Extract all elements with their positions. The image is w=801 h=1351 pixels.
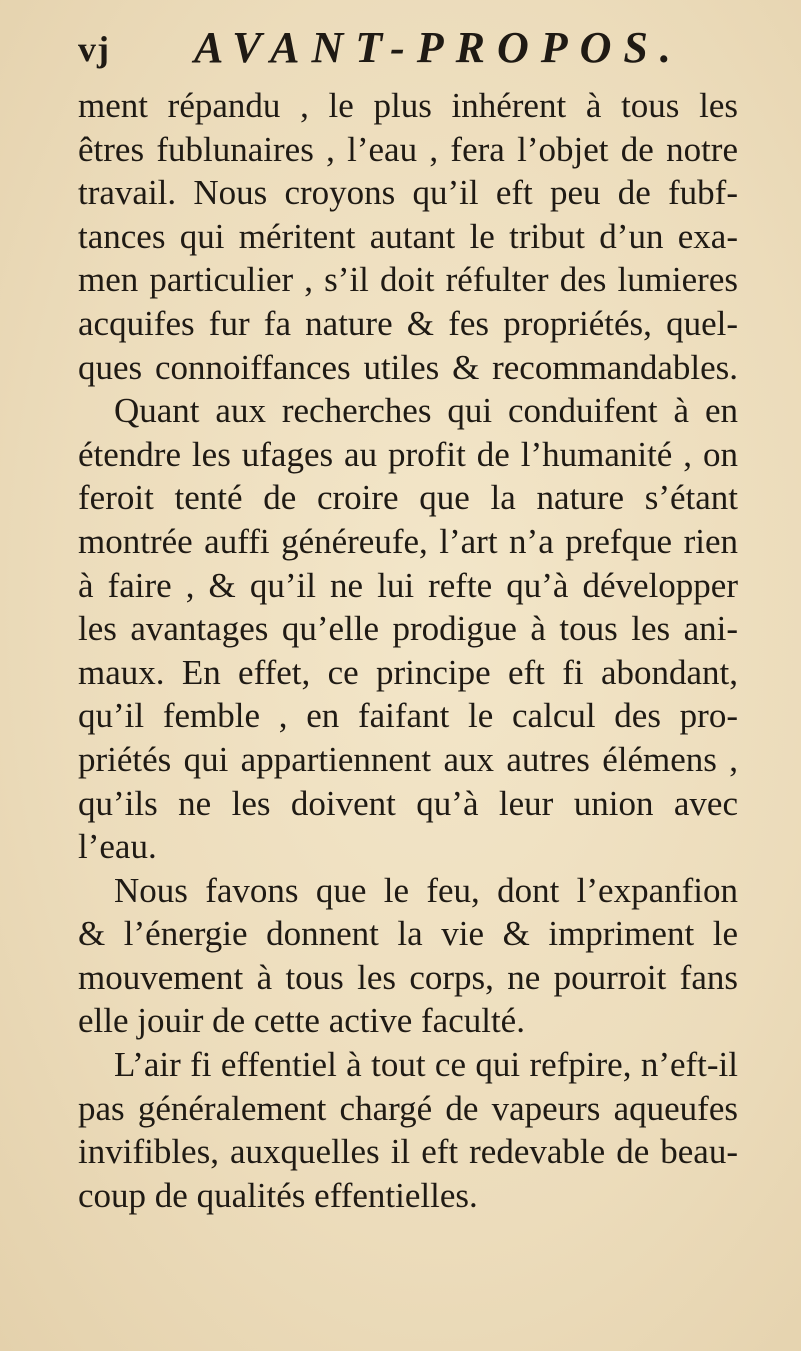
text-line: L’air fi effentiel à tout ce qui refpire, n’eft-il <box>114 1045 738 1085</box>
text-line: coup de qualités effentielles. <box>78 1175 478 1215</box>
text-line: montrée auffi généreufe, l’art n’a prefque rien <box>78 521 738 561</box>
text-line: maux. En effet, ce principe eft fi abondant, <box>78 652 738 692</box>
page-header <box>78 22 738 82</box>
text-line: l’eau. <box>78 827 157 867</box>
text-line: men particulier , s’il doit réfulter des lumieres <box>78 260 738 300</box>
text-line: invifibles, auxquelles il eft redevable de beau- <box>78 1132 738 1172</box>
text-line: & l’énergie donnent la vie & impriment le <box>78 914 738 954</box>
text-line: travail. Nous croyons qu’il eft peu de fubf- <box>78 173 738 213</box>
text-line: elle jouir de cette active faculté. <box>78 1001 525 1041</box>
text-line: les avantages qu’elle prodigue à tous les ani- <box>78 609 738 649</box>
text-line: priétés qui appartiennent aux autres élémens , <box>78 739 738 779</box>
text-line: mouvement à tous les corps, ne pourroit fans <box>78 957 738 997</box>
text-line: êtres fublunaires , l’eau , fera l’objet de notre <box>78 129 738 169</box>
text-line: qu’il femble , en faifant le calcul des pro- <box>78 696 738 736</box>
text-line: acquifes fur fa nature & fes propriétés, quel- <box>78 303 738 343</box>
text-line: ment répandu , le plus inhérent à tous les <box>78 86 738 125</box>
text-line: Nous favons que le feu, dont l’expanfion <box>114 870 738 910</box>
running-head: AVANT-PROPOS. <box>194 23 683 72</box>
text-line: étendre les ufages au profit de l’humanité , on <box>78 434 738 474</box>
text-line: qu’ils ne les doivent qu’à leur union avec <box>78 783 738 823</box>
text-line: ques connoiffances utiles & recommandables. <box>78 347 738 387</box>
text-line: pas généralement chargé de vapeurs aqueufes <box>78 1088 738 1128</box>
text-line: tances qui méritent autant le tribut d’un exa- <box>78 216 738 256</box>
text-line: Quant aux recherches qui conduifent à en <box>114 391 738 431</box>
page-number: vj <box>78 29 110 69</box>
body-text <box>78 84 738 1217</box>
text-line: feroit tenté de croire que la nature s’étant <box>78 478 738 518</box>
text-line: à faire , & qu’il ne lui refte qu’à développer <box>78 565 738 605</box>
